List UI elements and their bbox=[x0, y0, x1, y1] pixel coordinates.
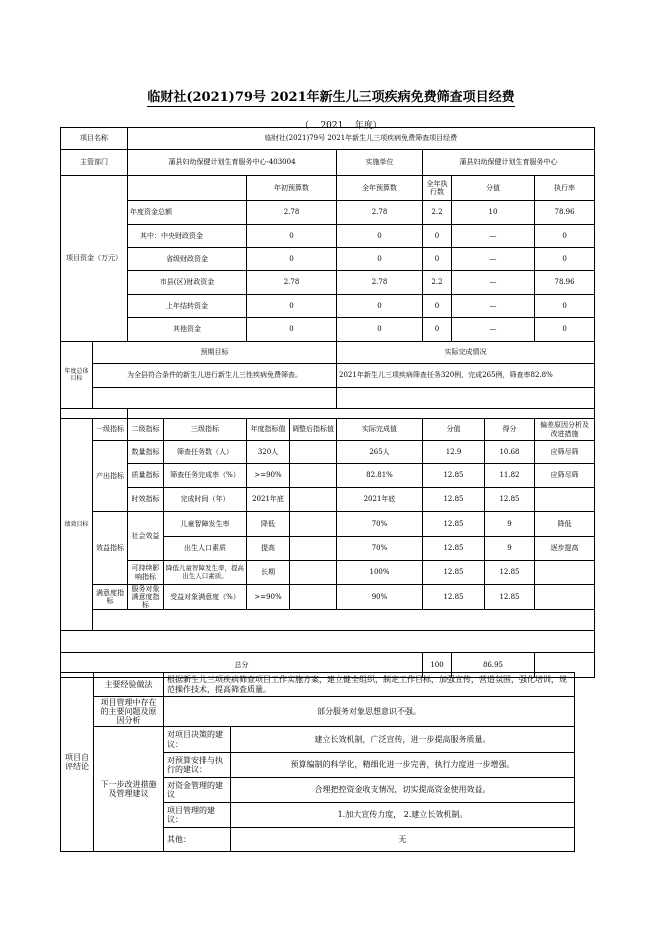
funds-cell: 10 bbox=[452, 201, 535, 225]
funds-cell: 0 bbox=[535, 295, 595, 318]
perf-adjusted bbox=[290, 512, 337, 537]
funds-row-label: 上年结转资金 bbox=[128, 295, 247, 318]
experience-label: 主要经验做法 bbox=[94, 673, 164, 697]
perf-note: 应筛尽筛 bbox=[535, 464, 595, 488]
dept-value: 蒲县妇幼保健计划生育服务中心-403004 bbox=[128, 150, 337, 176]
suggestion-label: 对预算安排与执行的建议： bbox=[164, 753, 231, 778]
problems-text: 部分服务对象思想意识不强。 bbox=[164, 697, 575, 727]
goal-expected-header: 预期目标 bbox=[93, 342, 337, 364]
funds-cell: 0 bbox=[337, 318, 423, 342]
perf-blank-row bbox=[93, 610, 595, 631]
spacer bbox=[61, 631, 595, 653]
perf-sub: 时效指标 bbox=[128, 488, 164, 512]
perf-target: 长期 bbox=[247, 561, 290, 585]
funds-cell: 2.2 bbox=[423, 271, 452, 295]
funds-cell: 2.2 bbox=[423, 201, 452, 225]
funds-cell: 0 bbox=[423, 318, 452, 342]
funds-row-label: 年度资金总额 bbox=[128, 201, 247, 225]
project-name-value: 临财社(2021)79号 2021年新生儿三项疾病免费筛查项目经费 bbox=[128, 128, 595, 150]
perf-actual: 70% bbox=[337, 537, 423, 561]
perf-target: 2021年底 bbox=[247, 488, 290, 512]
suggestion-text: 预算编制的科学化，精细化进一步完善，执行力度进一步增强。 bbox=[231, 753, 575, 778]
perf-header: 三级指标 bbox=[164, 419, 247, 441]
funds-cell: — bbox=[452, 271, 535, 295]
funds-cell: 0 bbox=[423, 248, 452, 271]
goal-blank bbox=[93, 388, 337, 409]
evaluation-table bbox=[60, 672, 575, 852]
perf-score: 12.9 bbox=[423, 441, 485, 464]
goal-label: 年度总体目标 bbox=[61, 342, 93, 409]
perf-third: 完成时间（年） bbox=[164, 488, 247, 512]
perf-note: 降低 bbox=[535, 512, 595, 537]
perf-header: 二级指标 bbox=[128, 419, 164, 441]
perf-third: 筛查任务数（人） bbox=[164, 441, 247, 464]
funds-cell: 0 bbox=[247, 248, 337, 271]
perf-note bbox=[535, 488, 595, 512]
funds-cell: 0 bbox=[535, 318, 595, 342]
funds-cell: 0 bbox=[337, 295, 423, 318]
funds-label: 项目资金（万元） bbox=[61, 176, 128, 342]
spacer bbox=[128, 409, 595, 419]
suggestion-label: 对项目决策的建议： bbox=[164, 727, 231, 753]
perf-score: 12.85 bbox=[423, 488, 485, 512]
goal-expected: 为全县符合条件的新生儿进行新生儿三性疾病免费筛查。 bbox=[93, 364, 337, 388]
page-title bbox=[0, 86, 662, 105]
perf-label: 绩效目标 bbox=[61, 419, 93, 631]
perf-got: 9 bbox=[485, 537, 535, 561]
perf-header: 得分 bbox=[485, 419, 535, 441]
total-got: 86.95 bbox=[452, 653, 535, 678]
perf-header: 调整后指标值 bbox=[290, 419, 337, 441]
suggestion-label: 其他： bbox=[164, 828, 231, 852]
perf-target: 提高 bbox=[247, 537, 290, 561]
perf-adjusted bbox=[290, 488, 337, 512]
perf-third: 受益对象满意度（%） bbox=[164, 585, 247, 610]
funds-row-label: 其中：中央财政资金 bbox=[128, 225, 247, 248]
perf-score: 12.85 bbox=[423, 512, 485, 537]
impl-label: 实施单位 bbox=[337, 150, 423, 176]
funds-cell: 78.96 bbox=[535, 201, 595, 225]
funds-cell: — bbox=[452, 248, 535, 271]
perf-target: >=90% bbox=[247, 585, 290, 610]
title-text: 临财社(2021)79号 2021年新生儿三项疾病免费筛查项目经费 bbox=[147, 90, 515, 105]
funds-header: 分值 bbox=[452, 176, 535, 201]
perf-adjusted bbox=[290, 464, 337, 488]
perf-header: 年度指标值 bbox=[247, 419, 290, 441]
perf-target: 降低 bbox=[247, 512, 290, 537]
funds-cell: 2.78 bbox=[337, 201, 423, 225]
perf-note bbox=[535, 561, 595, 585]
suggestion-text: 合理把控资金收支情况，切实提高资金使用效益。 bbox=[231, 778, 575, 803]
goal-blank bbox=[337, 388, 595, 409]
perf-header: 一级指标 bbox=[93, 419, 128, 441]
perf-score: 12.85 bbox=[423, 585, 485, 610]
perf-header: 分值 bbox=[423, 419, 485, 441]
perf-note: 应筛尽筛 bbox=[535, 441, 595, 464]
perf-got: 12.85 bbox=[485, 561, 535, 585]
next-steps-label: 下一步改进措施及管理建议 bbox=[94, 727, 164, 852]
total-label: 总分 bbox=[61, 653, 423, 678]
perf-third: 筛查任务完成率（%） bbox=[164, 464, 247, 488]
funds-cell: 2.78 bbox=[337, 271, 423, 295]
experience-text: 根据新生儿三项疾病筛查项目工作实施方案，建立健全组织，制定工作目标，加强宣传，营造氛围，强化培训，规范操作技术，提高筛查质量。 bbox=[164, 673, 575, 697]
funds-header: 全年预算数 bbox=[337, 176, 423, 201]
funds-cell: 0 bbox=[423, 295, 452, 318]
suggestion-text: 建立长效机制，广泛宣传，进一步提高服务质量。 bbox=[231, 727, 575, 753]
funds-cell: 0 bbox=[337, 248, 423, 271]
funds-header: 全年执行数 bbox=[423, 176, 452, 201]
perf-adjusted bbox=[290, 561, 337, 585]
perf-actual: 90% bbox=[337, 585, 423, 610]
funds-cell: 2.78 bbox=[247, 271, 337, 295]
perf-score: 12.85 bbox=[423, 464, 485, 488]
goal-actual: 2021年新生儿三项疾病筛查任务320例，完成265例，筛查率82.8% bbox=[337, 364, 595, 388]
perf-sub: 可持续影响指标 bbox=[128, 561, 164, 585]
perf-adjusted bbox=[290, 585, 337, 610]
perf-got: 10.68 bbox=[485, 441, 535, 464]
funds-cell: 0 bbox=[247, 295, 337, 318]
suggestion-label: 对资金管理的建议 bbox=[164, 778, 231, 803]
perf-sub: 社会效益 bbox=[128, 512, 164, 561]
dept-label: 主管部门 bbox=[61, 150, 128, 176]
perf-note: 逐步提高 bbox=[535, 537, 595, 561]
funds-row-label: 市县(区)财政资金 bbox=[128, 271, 247, 295]
perf-sub: 数量指标 bbox=[128, 441, 164, 464]
perf-sub: 服务对象满意度指标 bbox=[128, 585, 164, 610]
funds-cell: — bbox=[452, 318, 535, 342]
suggestion-text: 无 bbox=[231, 828, 575, 852]
perf-score: 12.85 bbox=[423, 561, 485, 585]
suggestion-label: 项目管理的建议： bbox=[164, 803, 231, 828]
funds-row-label: 省级财政资金 bbox=[128, 248, 247, 271]
funds-cell: 0 bbox=[535, 248, 595, 271]
perf-got: 12.85 bbox=[485, 585, 535, 610]
goal-actual-header: 实际完成情况 bbox=[337, 342, 595, 364]
perf-header: 偏差原因分析及改进措施 bbox=[535, 419, 595, 441]
perf-got: 9 bbox=[485, 512, 535, 537]
perf-actual: 82.81% bbox=[337, 464, 423, 488]
perf-actual: 70% bbox=[337, 512, 423, 537]
funds-cell: 2.78 bbox=[247, 201, 337, 225]
perf-score: 12.85 bbox=[423, 537, 485, 561]
perf-note bbox=[535, 585, 595, 610]
spacer bbox=[61, 409, 128, 419]
funds-row-label: 其他资金 bbox=[128, 318, 247, 342]
funds-header: 执行率 bbox=[535, 176, 595, 201]
year-line: （ 2021 年度） bbox=[300, 121, 382, 131]
perf-header: 实际完成值 bbox=[337, 419, 423, 441]
funds-blank bbox=[128, 176, 247, 201]
perf-cat-output: 产出指标 bbox=[93, 441, 128, 512]
funds-cell: — bbox=[452, 225, 535, 248]
perf-got: 11.82 bbox=[485, 464, 535, 488]
impl-value: 蒲县妇幼保健计划生育服务中心 bbox=[423, 150, 595, 176]
suggestion-text: 1.加大宣传力度， 2.建立长效机制。 bbox=[231, 803, 575, 828]
funds-cell: 78.96 bbox=[535, 271, 595, 295]
perf-got: 12.85 bbox=[485, 488, 535, 512]
problems-label: 项目管理中存在的主要问题及原因分析 bbox=[94, 697, 164, 727]
perf-cat-benefit: 效益指标 bbox=[93, 512, 128, 585]
perf-third: 降低儿童智障发生率，提高出生人口素质。 bbox=[164, 561, 247, 585]
perf-actual: 265人 bbox=[337, 441, 423, 464]
funds-header: 年初预算数 bbox=[247, 176, 337, 201]
perf-third: 出生人口素质 bbox=[164, 537, 247, 561]
project-table bbox=[60, 127, 595, 678]
funds-cell: 0 bbox=[247, 318, 337, 342]
funds-cell: 0 bbox=[423, 225, 452, 248]
perf-cat-satisfaction: 满意度指标 bbox=[93, 585, 128, 610]
eval-side-label: 项目自评结论 bbox=[61, 673, 94, 852]
perf-target: >=90% bbox=[247, 464, 290, 488]
perf-third: 儿童智障发生率 bbox=[164, 512, 247, 537]
funds-cell: 0 bbox=[337, 225, 423, 248]
project-name-label: 项目名称 bbox=[61, 128, 128, 150]
perf-adjusted bbox=[290, 441, 337, 464]
total-score: 100 bbox=[423, 653, 452, 678]
perf-actual: 100% bbox=[337, 561, 423, 585]
funds-cell: — bbox=[452, 295, 535, 318]
perf-actual: 2021年底 bbox=[337, 488, 423, 512]
perf-target: 320人 bbox=[247, 441, 290, 464]
perf-sub: 质量指标 bbox=[128, 464, 164, 488]
funds-cell: 0 bbox=[247, 225, 337, 248]
perf-adjusted bbox=[290, 537, 337, 561]
funds-cell: 0 bbox=[535, 225, 595, 248]
